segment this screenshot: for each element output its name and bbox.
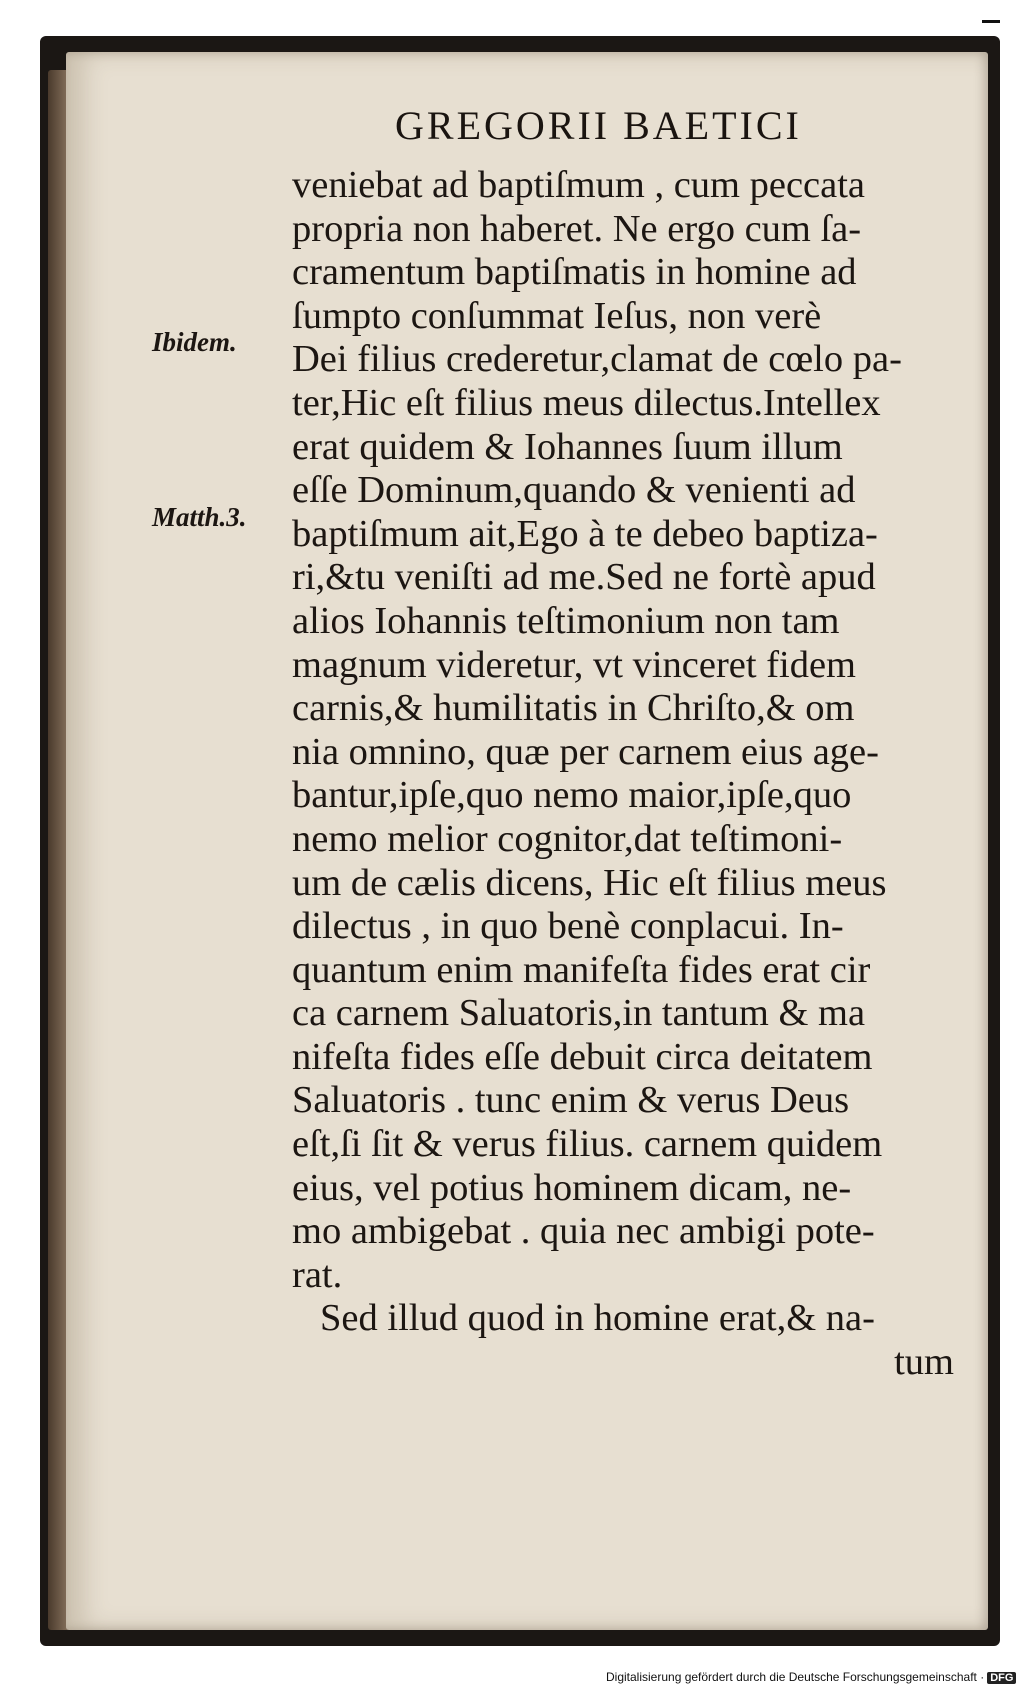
main-text-block [292, 164, 982, 1385]
text-line: rat. [292, 1253, 343, 1296]
text-line: nia omnino, quæ per carnem eius age- [292, 730, 879, 773]
text-line: nemo melior cognitor,dat teſtimoni- [292, 817, 843, 860]
text-line: carnis,& humilitatis in Chriſto,& om [292, 687, 855, 730]
text-line: um de cælis dicens, Hic eſt filius meus [292, 861, 887, 904]
scan-edge-mark [982, 20, 1000, 23]
text-line: erat quidem & Iohannes ſuum illum [292, 425, 843, 468]
text-line: eſſe Dominum,quando & venienti ad [292, 469, 856, 512]
text-line: Saluatoris . tunc enim & verus Deus [292, 1079, 850, 1122]
digitization-credit [606, 1670, 1016, 1684]
text-line: ri,&tu veniſti ad me.Sed ne fortè apud [292, 556, 876, 599]
text-line: eſt,ſi ſit & verus filius. carnem quidem [292, 1123, 883, 1166]
text-line: bantur,ipſe,quo nemo maior,ipſe,quo [292, 774, 852, 817]
text-line: mo ambigebat . quia nec ambigi pote- [292, 1210, 875, 1253]
catchword: tum [894, 1341, 954, 1384]
text-line: alios Iohannis teſtimonium non tam [292, 599, 840, 642]
text-line: dilectus , in quo benè conplacui. In- [292, 905, 844, 948]
text-line: quantum enim manifeſta fides erat cir [292, 948, 871, 991]
text-line: ſumpto conſummat Ieſus, non verè [292, 294, 822, 337]
text-line-paragraph-start: Sed illud quod in homine erat,& na- [320, 1297, 875, 1340]
text-line: Dei filius crederetur,clamat de cœlo pa- [292, 338, 902, 381]
text-line: ca carnem Saluatoris,in tantum & ma [292, 992, 866, 1035]
credit-text: Digitalisierung gefördert durch die Deutsche Forschungsgemeinschaft · [606, 1670, 985, 1684]
margin-note-ibidem: Ibidem. [152, 327, 237, 357]
text-line: eius, vel potius hominem dicam, ne- [292, 1166, 852, 1209]
text-line: propria non haberet. Ne ergo cum ſa- [292, 207, 862, 250]
dfg-logo: DFG [987, 1672, 1016, 1684]
text-line: ter,Hic eſt filius meus dilectus.Intellex [292, 381, 881, 424]
margin-note-matth: Matth.3. [152, 502, 247, 532]
text-line: veniebat ad baptiſmum , cum peccata [292, 164, 865, 206]
text-line: cramentum baptiſmatis in homine ad [292, 251, 857, 294]
text-line: baptiſmum ait,Ego à te debeo baptiza- [292, 512, 878, 555]
running-title: GREGORII BAETICI [395, 103, 802, 148]
text-line: nifeſta fides eſſe debuit circa deitatem [292, 1035, 873, 1078]
text-line: magnum videretur, vt vinceret fidem [292, 643, 857, 686]
